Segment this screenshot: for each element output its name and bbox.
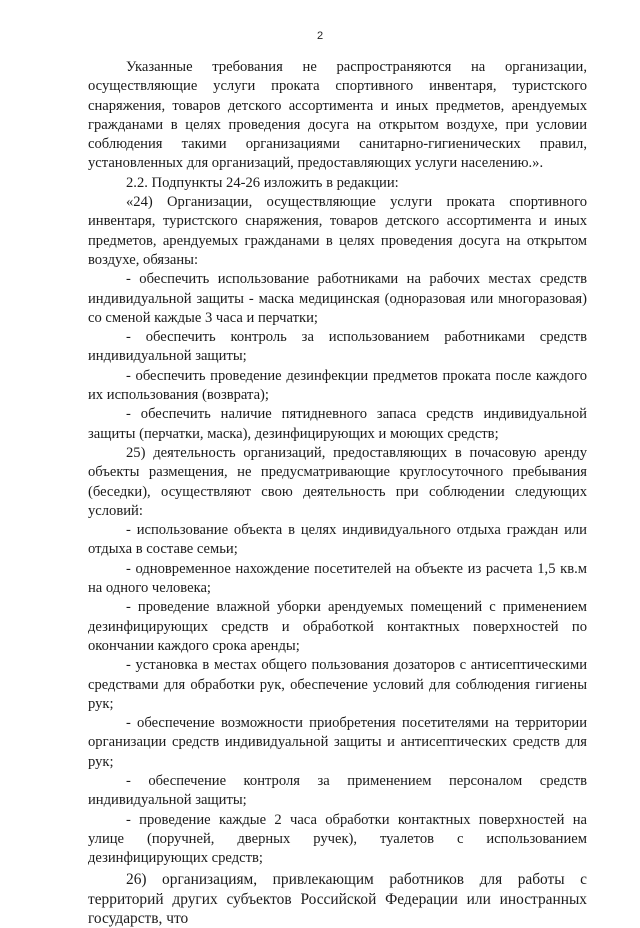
document-body: [88, 58, 587, 928]
paragraph-item-24-supply: - обеспечить наличие пятидневного запаса средств индивидуальной защиты (перчатки, маска), дезинфицирующих и моющих средств;: [88, 406, 587, 442]
paragraph-item-25-surface-treatment: - проведение каждые 2 часа обработки контактных поверхностей на улице (поручней, дверных ручек), туалетов с использованием дезинфицирующих средств;: [88, 811, 587, 867]
paragraph-item-25-ppe-control: - обеспечение контроля за применением персоналом средств индивидуальной защиты;: [88, 772, 587, 809]
paragraph-item-24: «24) Организации, осуществляющие услуги проката спортивного инвентаря, туристского снаряжения, товаров детского ассортимента и иных предметов, арендуемых гражданами в целях проведения досуга на открытом воздухе, обязаны:: [88, 194, 587, 268]
paragraph-item-26: 26) организациям, привлекающим работников для работы с территорий других субъектов Российской Федерации или иностранных государств, что: [88, 871, 587, 928]
paragraph-item-25-density: - одновременное нахождение посетителей на объекте из расчета 1,5 кв.м на одного человека;: [88, 560, 587, 597]
paragraph-item-25-dispensers: - установка в местах общего пользования дозаторов с антисептическими средствами для обработки рук, обеспечение условий для соблюдения гигиены рук;: [88, 657, 587, 712]
page-number: 2: [316, 30, 324, 42]
paragraph-item-24-control: - обеспечить контроль за использованием работниками средств индивидуальной защиты;: [88, 329, 587, 365]
paragraph-exemption: Указанные требования не распространяются на организации, осуществляющие услуги проката спортивного инвентаря, туристского снаряжения, товаров детского ассортимента и иных предметов, арендуемых гражданами в целях проведения досуга на открытом воздухе, при условии соблюдения такими организациями санитарно-гигиенических правил, установленных для организаций, предоставляющих услуги населению.».: [88, 59, 587, 172]
paragraph-item-25-use: - использование объекта в целях индивидуального отдыха граждан или отдыха в составе семьи;: [88, 522, 587, 558]
paragraph-item-25-cleaning: - проведение влажной уборки арендуемых помещений с применением дезинфицирующих средств и обработкой контактных поверхностей по окончании каждого срока аренды;: [88, 599, 587, 654]
paragraph-item-25-ppe-availability: - обеспечение возможности приобретения посетителями на территории организации средств индивидуальной защиты и антисептических средств для рук;: [88, 715, 587, 770]
paragraph-item-24-disinfection: - обеспечить проведение дезинфекции предметов проката после каждого их использования (возврата);: [88, 367, 587, 404]
paragraph-amendment-heading: 2.2. Подпункты 24-26 изложить в редакции:: [126, 174, 399, 191]
paragraph-item-24-ppe: - обеспечить использование работниками на рабочих местах средств индивидуальной защиты - маска медицинская (одноразовая или многоразовая) со сменой каждые 3 часа и перчатки;: [88, 271, 587, 326]
paragraph-item-25: 25) деятельность организаций, предоставляющих в почасовую аренду объекты размещения, не предусматривающие круглосуточного пребывания (беседки), осуществляют свою деятельность при соблюдении следующих условий:: [88, 444, 587, 519]
